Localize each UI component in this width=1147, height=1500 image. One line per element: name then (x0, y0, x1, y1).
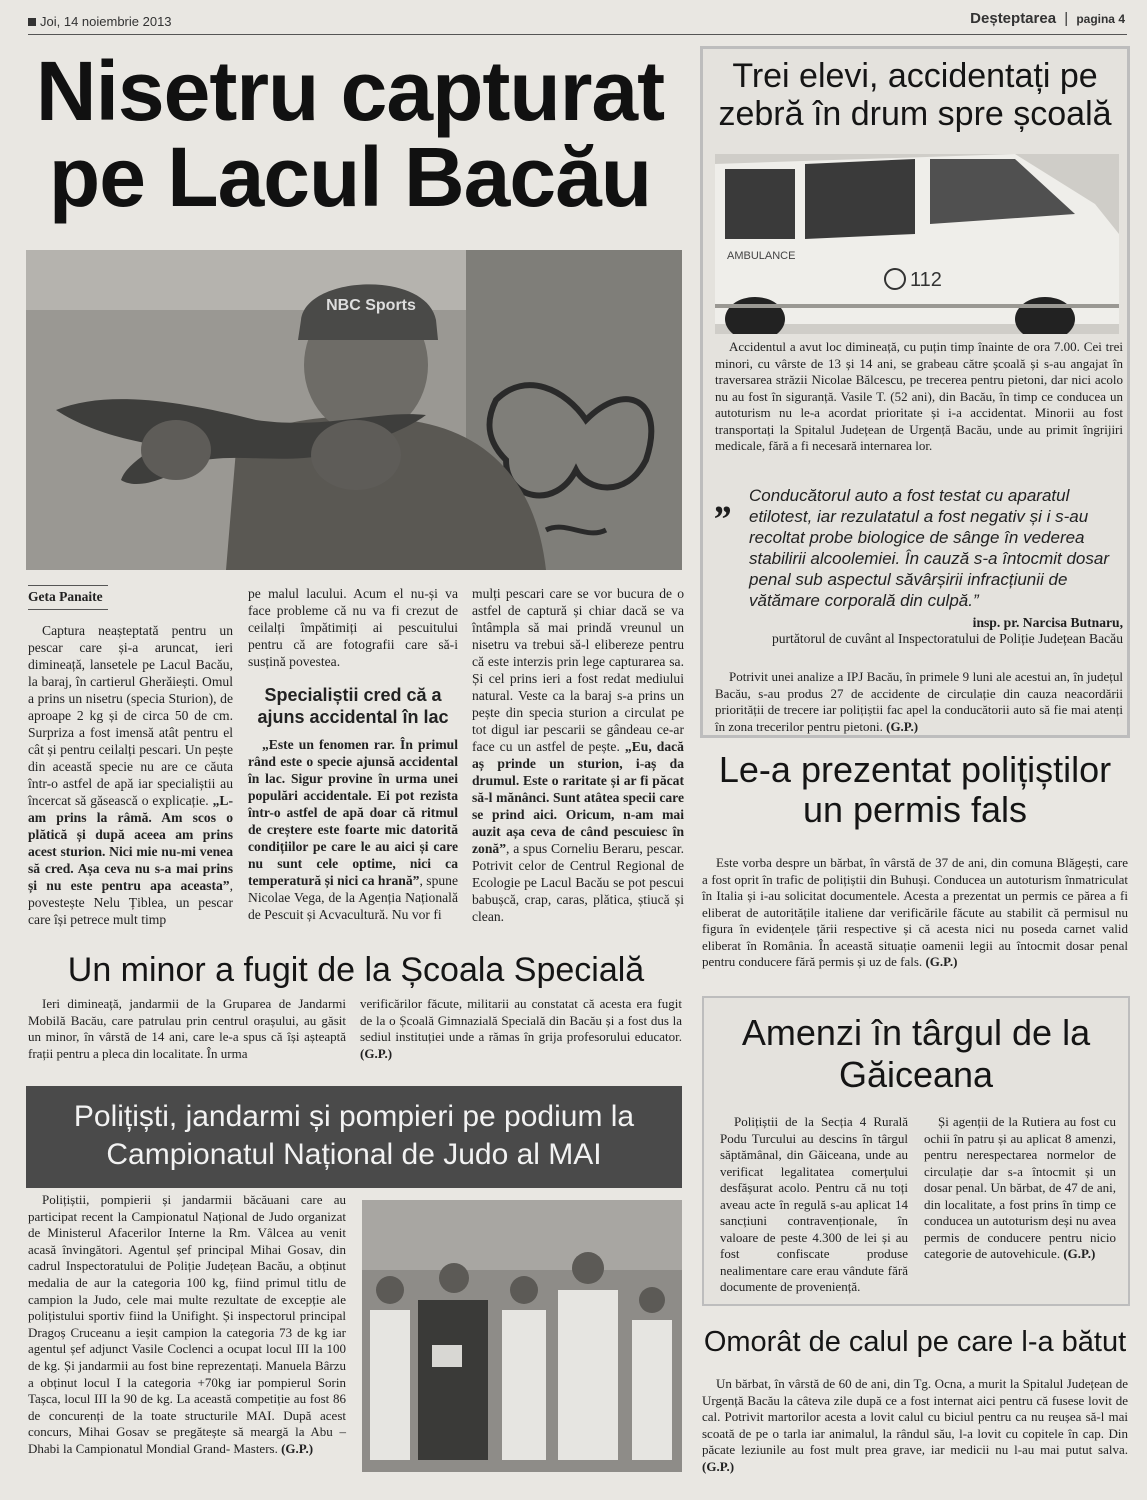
article5-signature: (G.P.) (281, 1440, 314, 1456)
pull-quote (715, 479, 1123, 611)
article5-headline-banner: Polițiști, jandarmi și pompieri pe podium la Campionatul Național de Judo al MAI (26, 1086, 682, 1188)
article6-column-2 (924, 1114, 1116, 1263)
article3-headline: Le-a prezentat polițiștilor un permis fals (718, 749, 1112, 830)
article1-col3-tail: , a spus Corneliu Beraru, pescar. Potrivit celor de Centrul Regional de Ecologie pe Lacul Bacău se pot pescui babușcă, crap, caras, plătica, știucă și clean. (472, 841, 684, 924)
article4-column-2 (360, 996, 682, 1062)
article6-box (702, 996, 1130, 1306)
article5-body (28, 1192, 346, 1458)
article7-body (702, 1376, 1128, 1475)
article1-subhead: Specialiștii cred că a ajuns accidental în lac (257, 685, 449, 727)
article1-column-3 (472, 585, 684, 925)
article5-body-text: Polițiștii, pompierii și jandarmii băcăuani care au participat recent la Campionatul Național de Judo organizat de Ministerul Afacerilor Interne la Rm. Vâlcea au venit acasă învingători. Agentul șef principal Mihai Gosav, din cadrul Inspectoratului de Poliție Județean Bacău, a obținut medalia de aur la categoria 100 kg, fiind primul titlu de campion la Judo, cele mai multe rezultate de excepție ale polițistului sportiv fiind la Unifight. Și inspectorul principal Dragoș Cruceanu a ieșit campion la categoria 73 de kg iar agentul șef adjunct Vasile Coclenci a ocupat locul III la 100 de kg. Și jandarmii au fost bine reprezentați. Manuela Bârzu a obținut locul I la categoria +70kg iar pompierul Sorin Tașca, locul III la 90 de kg. La această competiție au fost 86 de concurenți de la toate structurile MAI. După acest concurs, Mihai Gosav se pregătește să meargă la Abu – Dhabi la Campionatul Mondial Grand- Masters. (28, 1192, 346, 1456)
author-byline: Geta Panaite (28, 585, 108, 610)
fisherman-photo (26, 250, 682, 570)
article1-headline: Nisetru capturat pe Lacul Bacău (35, 44, 665, 224)
pull-quote-text: Conducătorul auto a fost testat cu aparatul etilotest, iar rezulatatul a fost negativ și i s-au recoltat probe biologice de sânge în vederea stabilirii alcoolemiei. În cauză s-a întocmit dosar penal sub aspectul săvârșirii infracțiunii de vătămare corporală din culpă.” (749, 486, 1109, 610)
article6-col2-text: Și agenții de la Rutiera au fost cu ochii în patru și au aplicat 8 amenzi, pentru nerespectarea normelor de circulație dar s-a întocmit și un dosar penal. Un bărbat, de 47 de ani, din localitate, a fost prins în timp ce conducea un autoturism deși nu avea permis de conducere pentru nicio categorie de autovehicule. (924, 1114, 1116, 1261)
article7-body-text: Un bărbat, în vârstă de 60 de ani, din Tg. Ocna, a murit la Spitalul Județean de Urgență Bacău la câteva zile după ce a fost internat aici pentru că fusese lovit de cal. Potrivit martorilor acesta a lovit calul cu biciul pentru ca nu reușea să-l mai scoată de pe o tarla iar animalul, la rândul său, l-a lovit cu copitele în cap. Din păcate leziunile au fost mult prea grave, iar medicii nu l-au mai putut salva. (702, 1376, 1128, 1457)
article3-body-text: Este vorba despre un bărbat, în vârstă de 37 de ani, din comuna Blăgești, care a fost oprit în trafic de polițiștii din Buhuși. Conducea un autoturism înmatriculat în Italia și i-au solicitat documentele. Acesta a prezentat un permis ce părea a fi eliberat de autoritățile italiene dar verificările făcute au stabilit că permisul nu figura în evidențele țării respective și că acesta nici nu poseda carnet valid eliberat în România. În această situație oamenii legii au întocmit dosar penal pentru conducere fără permis și uz de fals. (702, 855, 1128, 969)
article1-column-1 (28, 585, 233, 928)
article4-column-1 (28, 996, 346, 1062)
article1-col1-tail: , povestește Nelu Țiblea, un pescar care își petrece mult timp (28, 878, 233, 927)
article1-col3-quote: „Eu, dacă aș prinde un sturion, i-aș da drumul. Este o raritate și ar fi păcat să-l mănânci. Sunt atâtea specii care se prind aici. Oricum, n-am mai auzit așa ceva de când pescuiesc în zonă” (472, 739, 684, 856)
ambulance-label: AMBULANCE (727, 250, 796, 262)
article3-body (702, 855, 1128, 971)
header-rule (28, 34, 1127, 35)
article6-column-1 (720, 1114, 908, 1296)
emergency-number: 112 (910, 269, 942, 291)
article1-col1-text: Captura neașteptată pentru un pescar care și-a aruncat, ieri dimineață, lansetele pe Lacul Bacău, la baraj, în cartierul Gherăiești. Omul a prins un nisetru (specia Sturion), de aproape 2 kg și de circa 50 de cm. Surpriza a fost imensă atât pentru el cât și pentru ceilalți pescari. Un pește din această specie nu are ce căuta într-o astfel de apă iar specialiștii au încercat să găsească o explicație. (28, 623, 233, 808)
article1-col1-quote: „L-am prins la râmă. Am scos o plătică și după aceea am prins acest sturion. Nici mie nu-mi venea să cred. Așa ceva nu s-a mai prins și nu este pentru apa aceasta” (28, 793, 233, 893)
article1-col2-tail: , spune Nicolae Vega, de la Agenția Națională de Pescuit și Acvacultură. Nu vor fi (248, 873, 458, 922)
judo-team-photo (362, 1200, 682, 1472)
masthead-right (970, 10, 1125, 27)
quote-author-role: purtătorul de cuvânt al Inspectoratului de Poliție Județean Bacău (771, 631, 1123, 646)
article3-signature: (G.P.) (925, 954, 958, 969)
quote-mark-icon: „ (715, 479, 734, 521)
issue-date-text: Joi, 14 noiembrie 2013 (40, 14, 172, 29)
ambulance-photo (715, 154, 1119, 334)
article6-col1-text: Polițiștii de la Secția 4 Rurală Podu Turcului au descins în târgul săptămânal, din Găiceana, unde au verificat legalitatea comerțului desfășurat acolo. Pentru că nu toți aveau acte în regulă s-au aplicat 14 sancțiuni contravenționale, în valoare de peste 4.300 de lei și au fost confiscate produse nealimentare care erau vândute fără documente de proveniență. (720, 1114, 908, 1294)
ambulance-illustration (715, 154, 1119, 334)
article6-signature: (G.P.) (1063, 1246, 1096, 1261)
article4-col1-text: Ieri dimineață, jandarmii de la Gruparea de Jandarmi Mobilă Bacău, care patrulau prin centrul orașului, au găsit un minor, în vârstă de 14 ani, care le-a spus că își așteaptă frații pentru a pleca din localitate. În urma (28, 996, 346, 1061)
article4-headline: Un minor a fugit de la Școala Specială (67, 951, 645, 989)
article1-col2-intro: pe malul lacului. Acum el nu-și va face probleme că nu va fi crezut de ceilalți împătimiți ai pescuitului pentru că are fotografii care să-i susțină povestea. (248, 586, 458, 669)
article2-body (715, 339, 1123, 455)
fisherman-illustration (26, 250, 682, 570)
cap-logo-text: NBC Sports (326, 297, 416, 314)
article1-column-2 (248, 585, 458, 923)
judo-team-illustration (362, 1200, 682, 1472)
article2-body-text: Accidentul a avut loc dimineață, cu puțin timp înainte de ora 7.00. Cei trei minori, cu vârste de 13 și 14 ani, se grabeau către școală și s-au angajat în traversarea străzii Nicolae Bălcescu, pe trecerea pentru pietoni, dar nici acolo nu au fost în siguranță. Vasile T. (52 ani), din Bacău, în timp ce conducea un autoturism nu le-a acordat prioritate și i-a accidentat. Minorii au fost transportați la Spitalul Județean de Urgență Bacău, unde au primit îngrijiri medicale, fără a fi necesară internarea lor. (715, 339, 1123, 453)
header-separator: | (1064, 10, 1069, 27)
article2-headline: Trei elevi, accidentați pe zebră în drum spre școală (718, 57, 1112, 133)
page-number: pagina 4 (1076, 12, 1125, 26)
article2-footer-text: Potrivit unei analize a IPJ Bacău, în primele 9 luni ale acestui an, în județul Bacău, s-au produs 27 de accidente de circulație din cauza neacordării priorității de trecere iar polițiștii fac apel la conducătorii auto să fie mai atenți în zona trecerilor pentru pietoni. (715, 669, 1123, 734)
article2-signature: (G.P.) (886, 718, 919, 734)
article1-col3-intro: mulți pescari care se vor bucura de o astfel de captură și chiar dacă se va întâmpla să mai prindă vreunul un nisetru va trebui să-l elibereze pentru că este interzis prin lege capturarea sa. Și cel prins ieri a fost redat mediului natural. Veste ca la baraj s-a prins un pește din specia sturion a circulat pe tot digul iar pescarii se gândeau ce-ar face cu un astfel de pește. (472, 586, 684, 754)
quote-author: insp. pr. Narcisa Butnaru, (972, 615, 1123, 630)
bullet-icon (28, 18, 36, 26)
publication-name: Deșteptarea (970, 10, 1057, 27)
article2-quote-block (715, 479, 1123, 647)
article4-col2-text: verificărilor făcute, militarii au constatat că acesta era fugit de la o Școală Gimnazială Specială din Bacău și a fost dus la sediul instituției unde a rămas în grija profesorului educator. (360, 996, 682, 1044)
issue-date (28, 14, 172, 29)
article6-headline: Amenzi în târgul de la Găiceana (741, 1012, 1091, 1095)
article2-box (700, 46, 1130, 738)
article2-footer (715, 669, 1123, 735)
article7-headline: Omorât de calul pe care l-a bătut (703, 1326, 1127, 1358)
article7-signature: (G.P.) (702, 1458, 735, 1474)
article4-signature: (G.P.) (360, 1045, 393, 1061)
article1-col2-quote: „Este un fenomen rar. În primul rând este o specie ajunsă accidental în lac. Sigur provine în urma unei populări accidentale. Ei pot rezista într-o astfel de apă doar că ritmul de creștere este foarte mic datorită condițiilor pe care le au aici și care nu sunt cele optime, nici ca temperatură și nici ca hrană” (248, 737, 458, 888)
